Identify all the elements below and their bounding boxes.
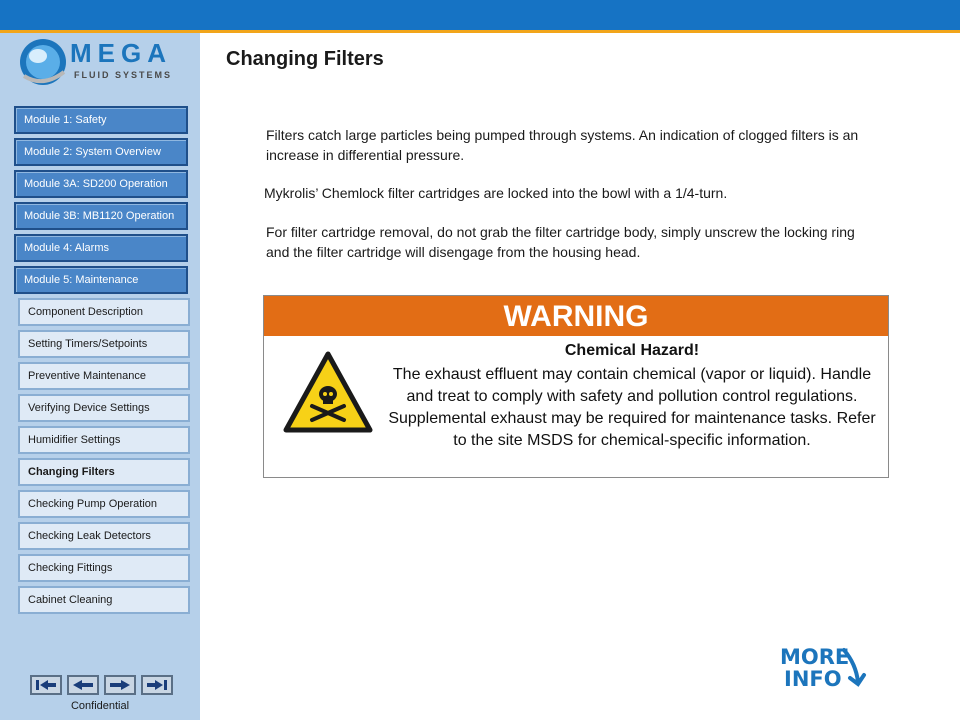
more-info-line2: INFO [784, 667, 842, 691]
last-slide-button[interactable] [141, 675, 173, 695]
nav-module-1[interactable]: Module 1: Safety [14, 106, 188, 134]
more-info-line1: MORE [780, 645, 850, 669]
slide-navigation [30, 675, 174, 695]
first-arrow-icon [32, 677, 60, 693]
nav-humidifier-settings[interactable]: Humidifier Settings [18, 426, 190, 454]
logo-globe-icon [18, 36, 68, 88]
nav-module-3a[interactable]: Module 3A: SD200 Operation [14, 170, 188, 198]
more-info-icon [778, 642, 868, 692]
nav-module-4[interactable]: Module 4: Alarms [14, 234, 188, 262]
warning-header: WARNING [264, 296, 888, 336]
nav-module-2[interactable]: Module 2: System Overview [14, 138, 188, 166]
first-slide-button[interactable] [30, 675, 62, 695]
nav-checking-leak-detectors[interactable]: Checking Leak Detectors [18, 522, 190, 550]
nav-checking-fittings[interactable]: Checking Fittings [18, 554, 190, 582]
last-arrow-icon [143, 677, 171, 693]
paragraph-filters-intro: Filters catch large particles being pumped through systems. An indication of clogged filters is an increase in differential pressure. [266, 127, 859, 163]
paragraph-removal: For filter cartridge removal, do not grab the filter cartridge body, simply unscrew the locking ring and the filter cartridge will disengage from the housing head. [266, 224, 855, 260]
nav-preventive-maintenance[interactable]: Preventive Maintenance [18, 362, 190, 390]
nav-cabinet-cleaning[interactable]: Cabinet Cleaning [18, 586, 190, 614]
confidential-label: Confidential [70, 700, 130, 712]
page-title: Changing Filters [226, 48, 384, 70]
next-slide-button[interactable] [104, 675, 136, 695]
previous-arrow-icon [69, 677, 97, 693]
toxic-hazard-icon [282, 350, 374, 434]
logo-name: MEGA [70, 38, 172, 68]
paragraph-chemlock: Mykrolis’ Chemlock filter cartridges are locked into the bowl with a 1/4-turn. [264, 185, 728, 201]
nav-changing-filters[interactable]: Changing Filters [18, 458, 190, 486]
warning-title: Chemical Hazard! [564, 342, 700, 359]
warning-box [263, 295, 889, 478]
more-info-button[interactable] [778, 642, 868, 692]
nav-module-5[interactable]: Module 5: Maintenance [14, 266, 188, 294]
logo-subtitle: FLUID SYSTEMS [74, 70, 173, 80]
nav-setting-timers[interactable]: Setting Timers/Setpoints [18, 330, 190, 358]
nav-checking-pump-operation[interactable]: Checking Pump Operation [18, 490, 190, 518]
top-banner [0, 0, 960, 30]
nav-module-3b[interactable]: Module 3B: MB1120 Operation [14, 202, 188, 230]
next-arrow-icon [106, 677, 134, 693]
mega-logo [18, 36, 178, 88]
nav-verifying-device-settings[interactable]: Verifying Device Settings [18, 394, 190, 422]
nav-component-description[interactable]: Component Description [18, 298, 190, 326]
previous-slide-button[interactable] [67, 675, 99, 695]
warning-body: The exhaust effluent may contain chemical (vapor or liquid). Handle and treat to comply with safety and pollution control regulations. Supplemental exhaust may be required for maintenance tasks. Refer to the site MSDS for chemical-specific information. [388, 366, 876, 449]
